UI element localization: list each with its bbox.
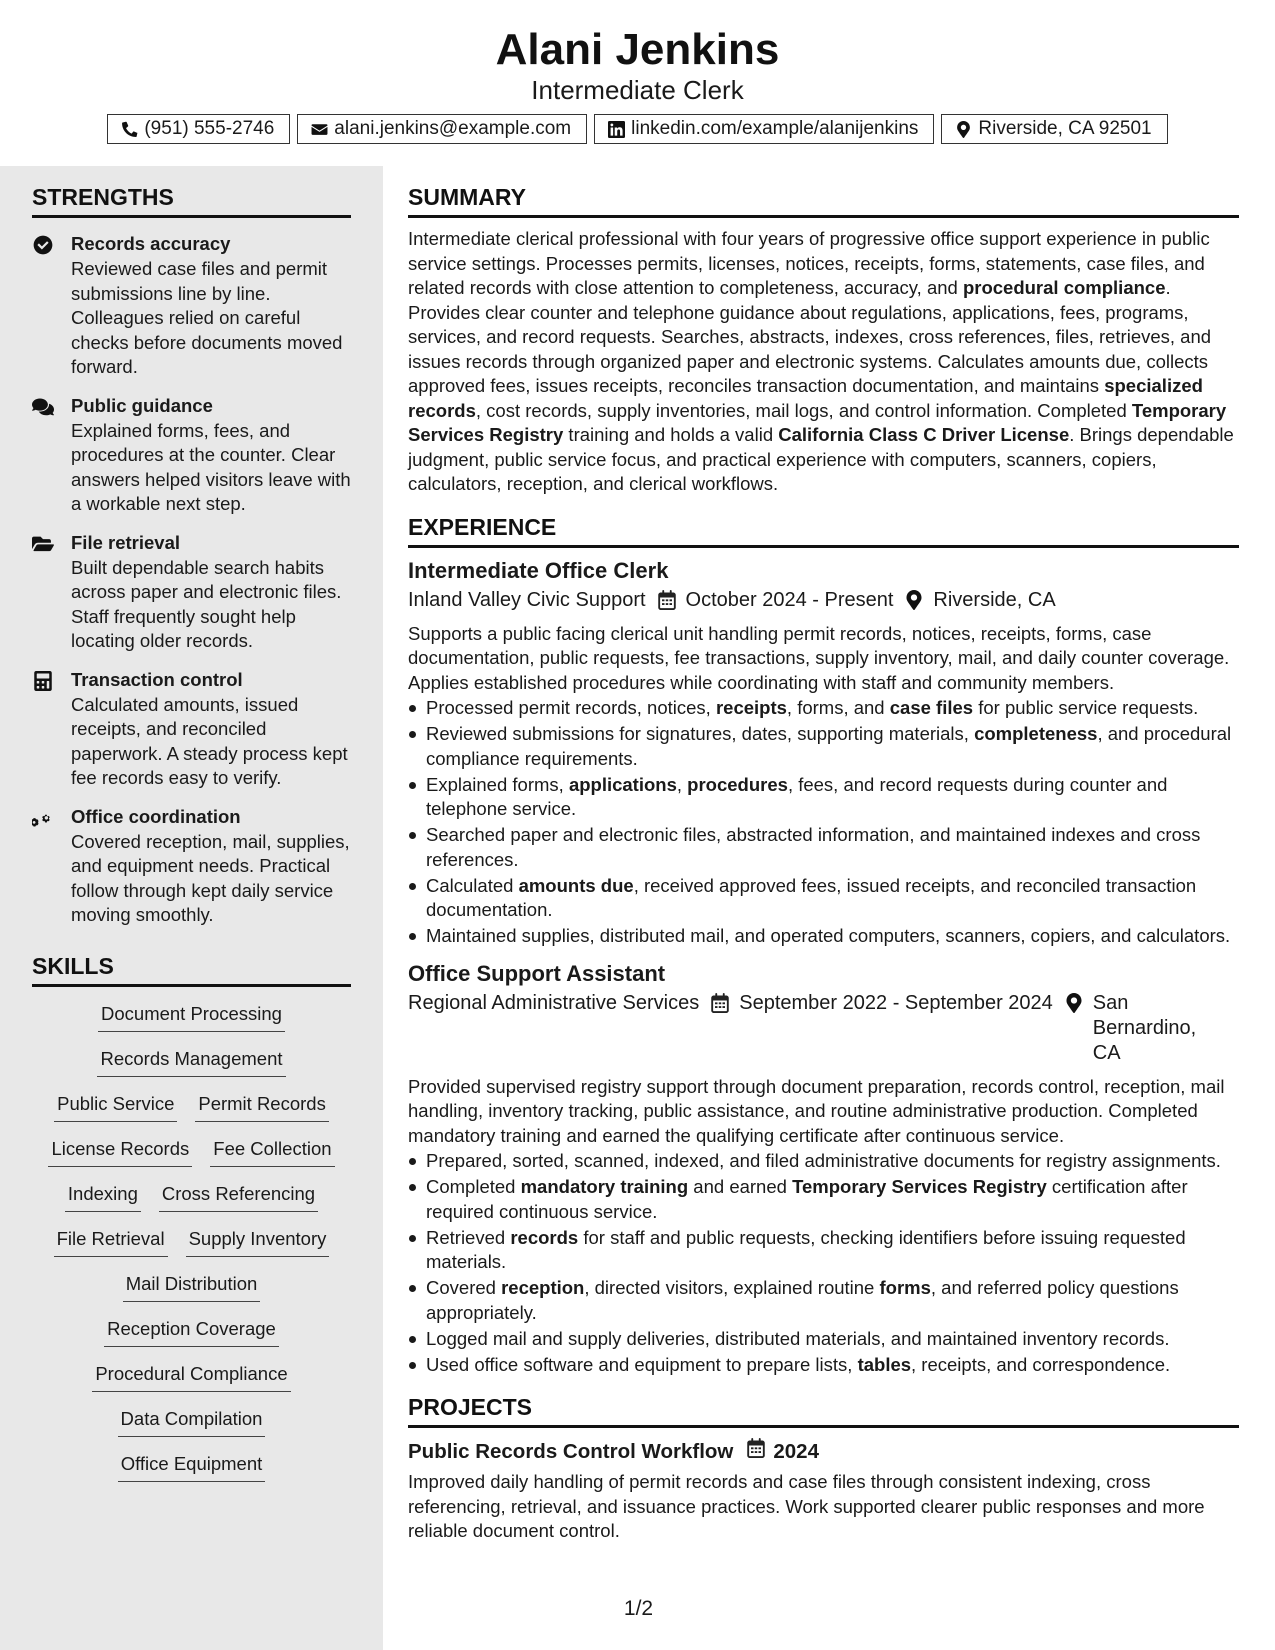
skill-row	[32, 1046, 351, 1091]
skills-heading: SKILLS	[32, 952, 351, 987]
skill-tag: Supply Inventory	[186, 1226, 330, 1257]
emphasis-text: completeness	[974, 723, 1098, 744]
candidate-title: Intermediate Clerk	[531, 75, 744, 105]
contact-text: Riverside, CA 92501	[978, 118, 1152, 139]
skills-list	[32, 1001, 351, 1496]
strength-title: Office coordination	[71, 805, 241, 827]
calendar-icon	[711, 991, 729, 1013]
linkedin-icon	[608, 121, 625, 138]
contact-linkedin[interactable]	[594, 114, 934, 144]
job-entry	[408, 959, 1239, 1378]
skill-tag: Permit Records	[195, 1091, 328, 1122]
emphasis-text: applications	[568, 773, 677, 795]
map-pin-icon	[955, 121, 972, 138]
job-company: Inland Valley Civic Support	[408, 588, 646, 611]
emphasis-text: receipts	[715, 697, 787, 718]
skill-row	[32, 1406, 351, 1451]
skill-row	[32, 1361, 351, 1406]
emphasis-text: procedural compliance	[962, 277, 1166, 298]
job-title: Office Support Assistant	[408, 960, 666, 986]
emphasis-text: case files	[889, 697, 974, 718]
bullet-item: Completed mandatory training and earned Temporary Services Registry certification after required continuous service.	[408, 1175, 1239, 1224]
emphasis-text: mandatory training	[520, 1176, 689, 1197]
job-company: Regional Administrative Services	[408, 991, 700, 1014]
contact-phone[interactable]	[107, 114, 290, 144]
strength-title: Records accuracy	[71, 233, 231, 254]
contact-location[interactable]	[941, 114, 1167, 144]
skill-tag: Data Compilation	[118, 1406, 266, 1437]
skills-section	[32, 952, 351, 1496]
strength-desc: Built dependable search habits across paper and electronic files. Staff frequently sought help locating older records.	[71, 556, 342, 651]
bullet-item: Retrieved records for staff and public requests, checking identifiers before issuing requested materials.	[408, 1226, 1239, 1275]
strength-item	[32, 231, 351, 380]
map-pin-icon	[905, 588, 923, 610]
summary-heading: SUMMARY	[408, 183, 1239, 218]
skill-row	[32, 1181, 351, 1226]
bullet-item: Logged mail and supply deliveries, distributed materials, and maintained inventory records.	[408, 1327, 1239, 1352]
skill-tag: Mail Distribution	[123, 1271, 261, 1302]
contact-text: (951) 555-2746	[144, 118, 275, 139]
strength-title: File retrieval	[71, 531, 181, 553]
job-dates: October 2024 - Present	[685, 588, 894, 611]
emphasis-text: forms	[879, 1277, 931, 1298]
strength-item	[32, 393, 351, 517]
project-title-row	[408, 1438, 1239, 1466]
emphasis-text: procedures	[687, 773, 788, 795]
skill-tag: Indexing	[65, 1181, 141, 1212]
job-meta	[408, 588, 1239, 613]
job-bullets	[408, 1149, 1239, 1377]
skill-row	[32, 1226, 351, 1271]
check-circle-icon	[32, 235, 54, 255]
skill-tag: Reception Coverage	[104, 1316, 279, 1347]
strength-item	[32, 530, 351, 654]
job-bullets	[408, 696, 1239, 949]
project-year: 2024	[773, 1440, 819, 1463]
strength-desc: Reviewed case files and permit submissions line by line. Colleagues relied on careful checks before documents moved forward.	[71, 258, 343, 377]
bullet-item: Used office software and equipment to prepare lists, tables, receipts, and correspondence.	[408, 1353, 1239, 1378]
skill-tag: Document Processing	[98, 1001, 285, 1032]
contact-email[interactable]	[297, 114, 587, 144]
emphasis-text: tables	[857, 1353, 912, 1375]
skill-tag: File Retrieval	[54, 1226, 168, 1257]
job-title: Intermediate Office Clerk	[408, 557, 669, 583]
skill-tag: Records Management	[97, 1046, 285, 1077]
skill-row	[32, 1001, 351, 1046]
job-description: Supports a public facing clerical unit handling permit records, notices, receipts, forms, case documentation, public requests, fee transactions, supply inventory, mail, and daily counter coverage. Applies established procedures while coordinating with staff and community members.	[408, 622, 1230, 693]
candidate-name: Alani Jenkins	[495, 25, 780, 74]
strength-title: Public guidance	[71, 394, 213, 416]
job-entry	[408, 556, 1239, 949]
main-content	[408, 166, 1239, 1544]
skill-tag: Public Service	[54, 1091, 177, 1122]
skill-row	[32, 1451, 351, 1496]
sidebar	[0, 166, 383, 1650]
job-dates: September 2022 - September 2024	[739, 991, 1053, 1014]
project-entry	[408, 1438, 1239, 1544]
job-meta	[408, 991, 1239, 1066]
strength-desc: Explained forms, fees, and procedures at the counter. Clear answers helped visitors leave with a workable next step.	[71, 419, 351, 514]
bullet-item: Reviewed submissions for signatures, dates, supporting materials, completeness, and procedural compliance requirements.	[408, 722, 1239, 771]
strength-item	[32, 804, 351, 928]
calendar-icon	[658, 588, 676, 610]
bullet-item: Processed permit records, notices, receipts, forms, and case files for public service requests.	[408, 696, 1239, 721]
bullet-item: Maintained supplies, distributed mail, and operated computers, scanners, copiers, and calculators.	[408, 924, 1239, 949]
summary-text: Intermediate clerical professional with four years of progressive office support experience in public service settings. Processes permits, licenses, notices, receipts, forms, statements, case files, and related records with close attention to completeness, accuracy, and procedural compliance. Provides clear counter and telephone guidance about regulations, applications, fees, programs, services, and record requests. Searches, abstracts, indexes, cross references, files, retrieves, and issues records through organized paper and electronic systems. Calculates amounts due, collects approved fees, issues receipts, reconciles transaction documentation, and maintains specialized records, cost records, supply inventories, mail logs, and control information. Completed Temporary Services Registry training and holds a valid California Class C Driver License. Brings dependable judgment, public service focus, and practical experience with computers, scanners, copiers, calculators, reception, and clerical workflows.	[408, 228, 1234, 494]
resume-header	[0, 0, 1275, 166]
folder-open-icon	[32, 534, 54, 554]
contact-text: alani.jenkins@example.com	[334, 118, 572, 139]
skill-row	[32, 1091, 351, 1136]
skill-tag: Cross Referencing	[159, 1181, 318, 1212]
emphasis-text: reception	[501, 1277, 585, 1298]
project-description: Improved daily handling of permit records and case files through consistent indexing, cross referencing, retrieval, and issuance practices. Work supported clearer public responses and more reliable document control.	[408, 1471, 1205, 1541]
skill-tag: Procedural Compliance	[92, 1361, 290, 1392]
skill-tag: License Records	[48, 1136, 192, 1167]
emphasis-text: Temporary Services Registry	[792, 1176, 1047, 1197]
emphasis-text: amounts due	[518, 874, 634, 896]
envelope-icon	[311, 121, 328, 138]
bullet-item: Prepared, sorted, scanned, indexed, and filed administrative documents for registry assignments.	[408, 1149, 1239, 1174]
strength-title: Transaction control	[71, 668, 243, 690]
emphasis-text: California Class C Driver License	[778, 424, 1070, 445]
page-number: 1/2	[623, 1597, 654, 1620]
bullet-item: Calculated amounts due, received approved fees, issued receipts, and reconciled transaction documentation.	[408, 874, 1239, 923]
gears-icon	[32, 808, 54, 828]
calculator-icon	[32, 671, 54, 691]
project-title: Public Records Control Workflow	[408, 1440, 734, 1463]
bullet-item: Covered reception, directed visitors, explained routine forms, and referred policy questions appropriately.	[408, 1276, 1239, 1325]
skill-tag: Fee Collection	[210, 1136, 334, 1167]
comments-icon	[32, 397, 54, 417]
strength-item	[32, 667, 351, 791]
contact-bar	[0, 114, 1275, 144]
bullet-item: Explained forms, applications, procedures, fees, and record requests during counter and telephone service.	[408, 773, 1239, 822]
phone-icon	[121, 121, 138, 138]
job-description: Provided supervised registry support through document preparation, records control, reception, mail handling, inventory tracking, public assistance, and routine administrative production. Completed mandatory training and earned the qualifying certificate after continuous service.	[408, 1075, 1225, 1146]
skill-row	[32, 1271, 351, 1316]
skill-row	[32, 1316, 351, 1361]
job-location: San Bernardino, CA	[1092, 991, 1197, 1064]
strength-desc: Calculated amounts, issued receipts, and reconciled paperwork. A steady process kept fee records easy to verify.	[71, 693, 348, 788]
skill-tag: Office Equipment	[118, 1451, 266, 1482]
experience-heading: EXPERIENCE	[408, 513, 1239, 548]
projects-heading: PROJECTS	[408, 1393, 1239, 1428]
emphasis-text: records	[510, 1226, 579, 1248]
bullet-item: Searched paper and electronic files, abstracted information, and maintained indexes and cross references.	[408, 823, 1239, 872]
calendar-icon	[733, 1438, 773, 1466]
emphasis-text: specialized records	[408, 375, 1203, 421]
contact-text: linkedin.com/example/alanijenkins	[631, 118, 919, 139]
job-location: Riverside, CA	[933, 588, 1056, 611]
map-pin-icon	[1065, 991, 1083, 1013]
strength-desc: Covered reception, mail, supplies, and equipment needs. Practical follow through kept daily service moving smoothly.	[71, 830, 350, 925]
strengths-heading: STRENGTHS	[32, 183, 351, 218]
emphasis-text: Temporary Services Registry	[408, 399, 1227, 445]
skill-row	[32, 1136, 351, 1181]
